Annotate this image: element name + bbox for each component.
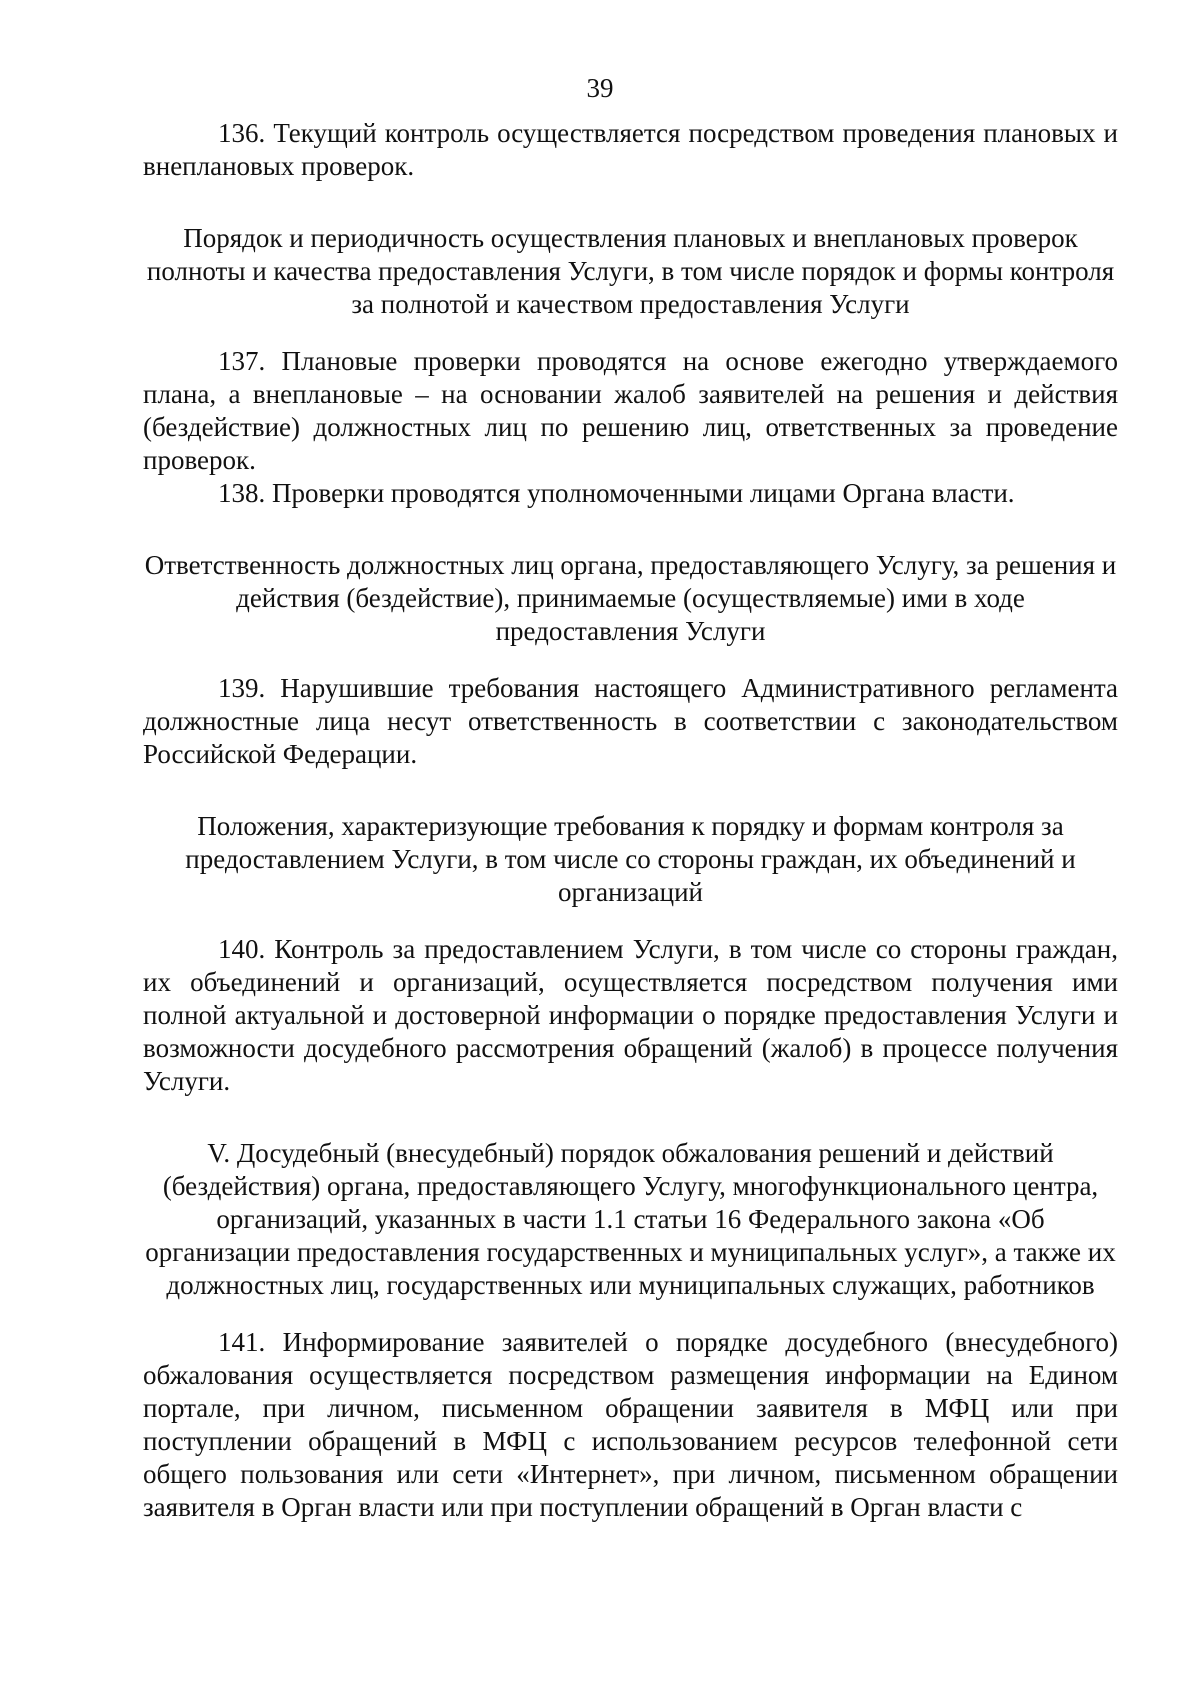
section-heading-appeal-procedure: V. Досудебный (внесудебный) порядок обжалования решений и действий (бездействия) органа, предоставляющего Услугу, многофункционального центра, организаций, указанных в части 1.1 статьи 16 Федерального закона «Об организации предоставления государственных и муниципальных услуг», а также их должностных лиц, государственных или муниципальных служащих, работников	[145, 1138, 1116, 1300]
paragraph-137: 137. Плановые проверки проводятся на основе ежегодно утверждаемого плана, а внеплановые – на основании жалоб заявителей на решения и действия (бездействие) должностных лиц по решению лиц, ответственных за проведение проверок.	[143, 346, 1118, 475]
spacer	[143, 771, 1118, 810]
spacer	[143, 648, 1118, 672]
spacer	[143, 1302, 1118, 1326]
page-number: 39	[586, 73, 614, 103]
document-body	[143, 117, 1118, 1524]
spacer	[143, 909, 1118, 933]
paragraph-139: 139. Нарушившие требования настоящего Административного регламента должностные лица несут ответственность в соответствии с законодательством Российской Федерации.	[143, 673, 1118, 769]
spacer	[143, 510, 1118, 549]
section-heading-inspections: Порядок и периодичность осуществления плановых и внеплановых проверок полноты и качества предоставления Услуги, в том числе порядок и формы контроля за полнотой и качеством предоставления Услуги	[146, 223, 1115, 319]
spacer	[143, 1098, 1118, 1137]
paragraph-141: 141. Информирование заявителей о порядке досудебного (внесудебного) обжалования осуществляется посредством размещения информации на Едином портале, при личном, письменном обращении заявителя в МФЦ или при поступлении обращений в МФЦ с использованием ресурсов телефонной сети общего пользования или сети «Интернет», при личном, письменном обращении заявителя в Орган власти или при поступлении обращений в Орган власти с	[143, 1327, 1118, 1522]
paragraph-140: 140. Контроль за предоставлением Услуги, в том числе со стороны граждан, их объединений и организаций, осуществляется посредством получения ими полной актуальной и достоверной информации о порядке предоставления Услуги и возможности досудебного рассмотрения обращений (жалоб) в процессе получения Услуги.	[143, 934, 1118, 1096]
section-heading-responsibility: Ответственность должностных лиц органа, предоставляющего Услугу, за решения и действия (бездействие), принимаемые (осуществляемые) ими в ходе предоставления Услуги	[144, 550, 1117, 646]
paragraph-138: 138. Проверки проводятся уполномоченными лицами Органа власти.	[218, 478, 1015, 508]
section-heading-control-provisions: Положения, характеризующие требования к порядку и формам контроля за предоставлением Услуги, в том числе со стороны граждан, их объединений и организаций	[185, 811, 1076, 907]
spacer	[143, 183, 1118, 222]
spacer	[143, 321, 1118, 345]
paragraph-136: 136. Текущий контроль осуществляется посредством проведения плановых и внеплановых проверок.	[143, 118, 1118, 181]
